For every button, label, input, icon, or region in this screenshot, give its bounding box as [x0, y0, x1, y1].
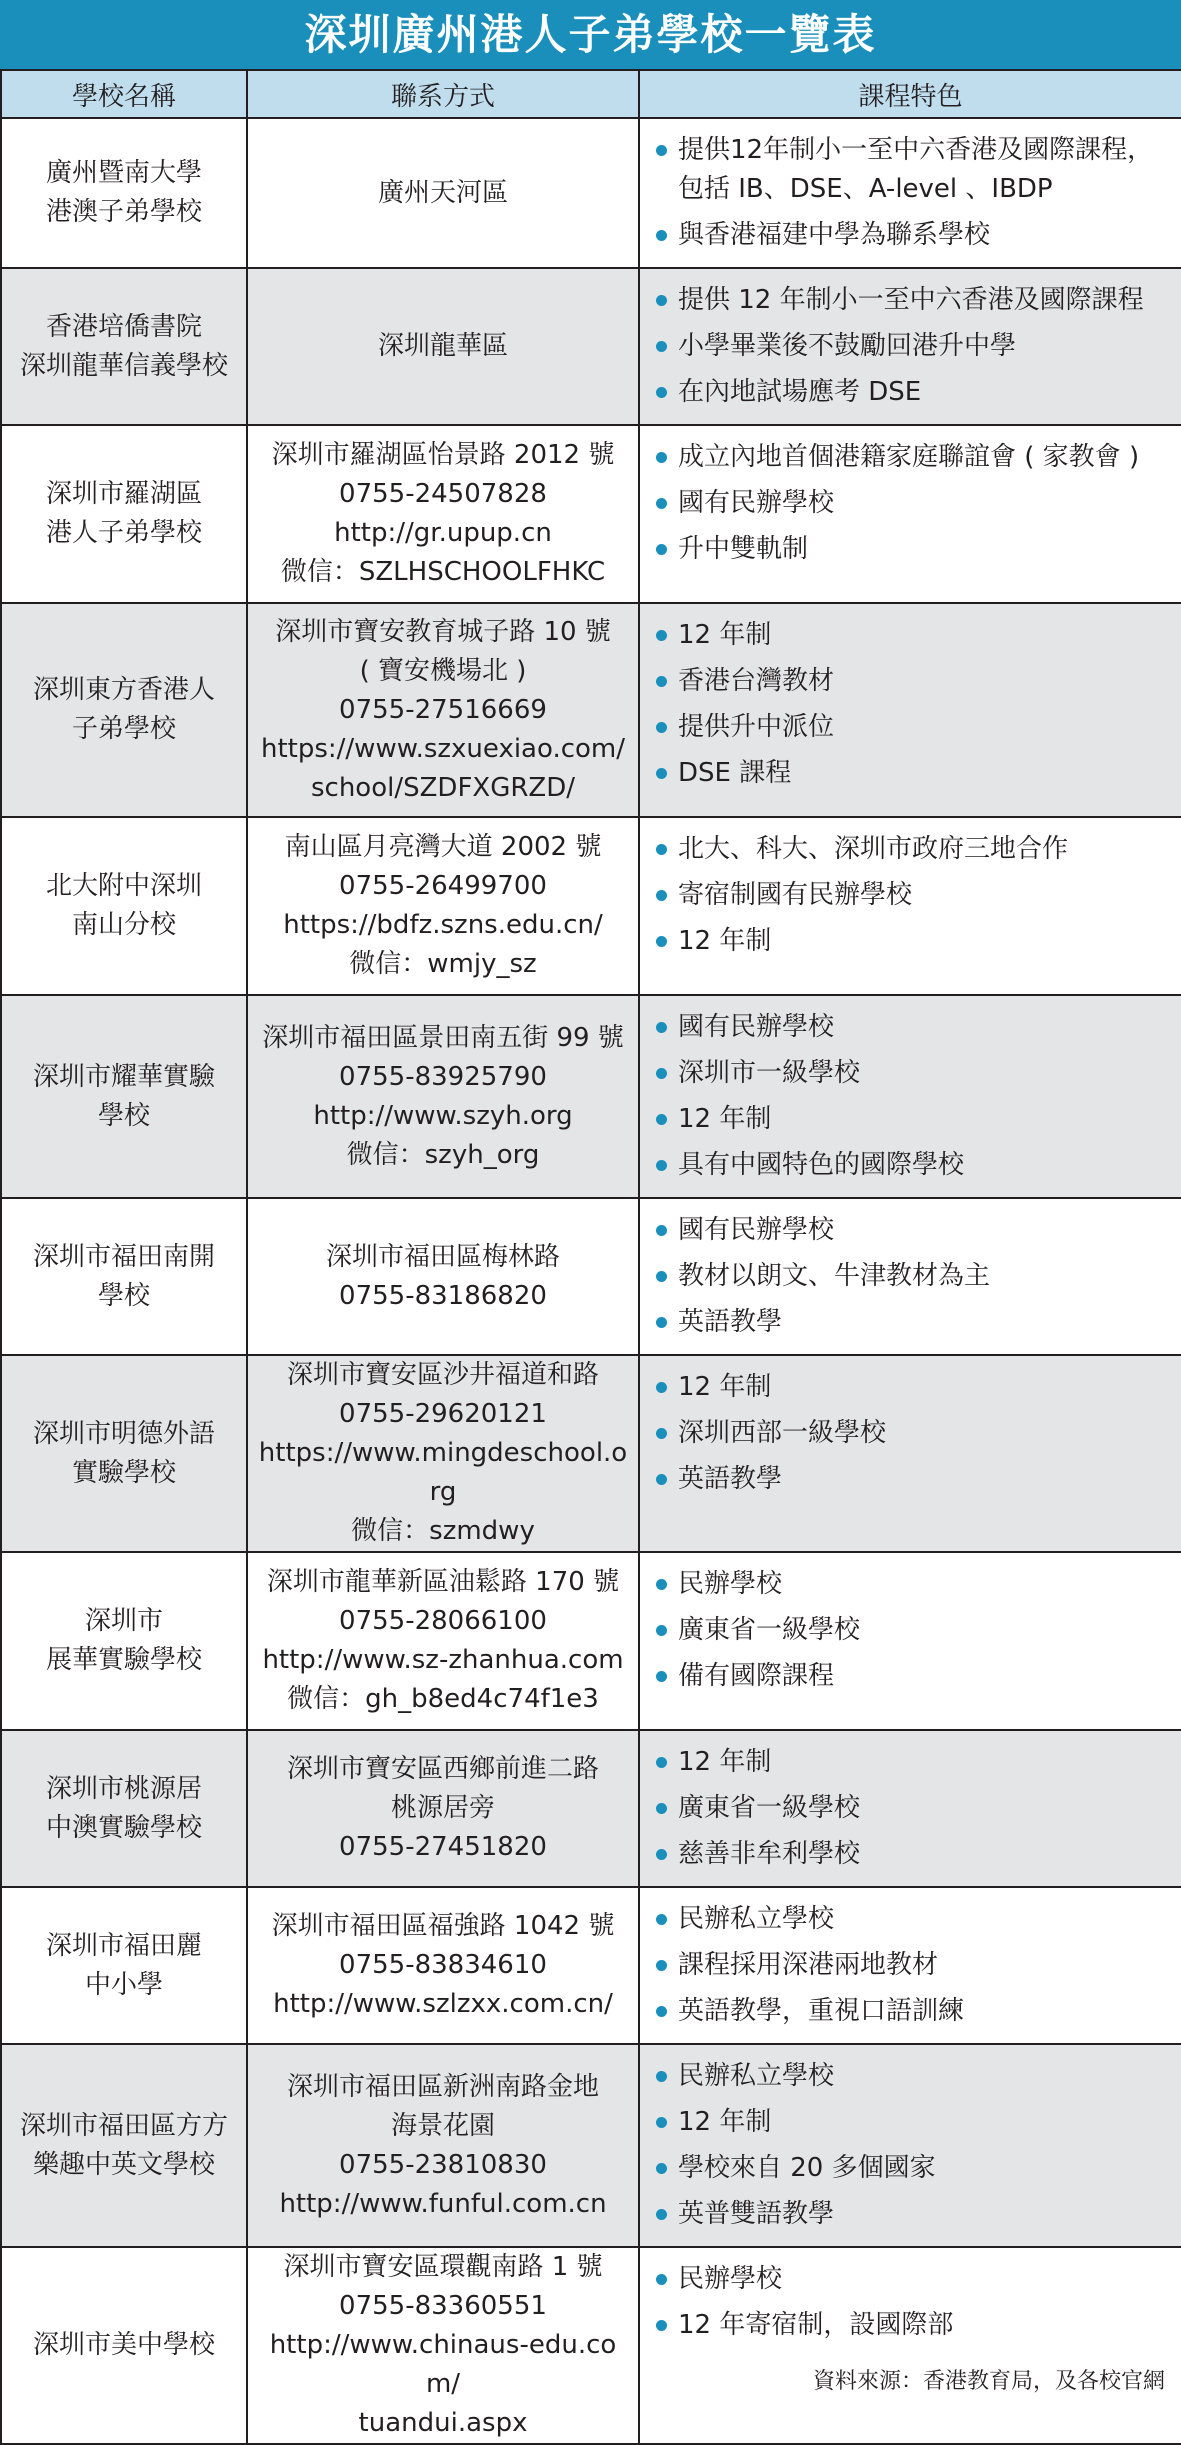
school-name-cell	[1, 2044, 247, 2247]
feature-item: 英語教學	[656, 1303, 1171, 1342]
contact-cell	[247, 603, 639, 817]
school-name-cell	[1, 1552, 247, 1730]
feature-list	[656, 1900, 1171, 2031]
table-row	[1, 1552, 1181, 1730]
feature-item: 國有民辦學校	[656, 1211, 1171, 1250]
features-cell	[639, 425, 1181, 603]
contact-line: 深圳市福田區景田南五街 99 號	[262, 1022, 624, 1053]
contact-line: 深圳市福田區福強路 1042 號	[271, 1911, 615, 1941]
features-cell	[639, 118, 1181, 268]
feature-item: 民辦私立學校	[656, 2057, 1171, 2096]
contact-line: 0755-83834610	[339, 1950, 547, 1980]
school-name-cell	[1, 425, 247, 603]
school-name-cell	[1, 995, 247, 1198]
feature-item: 提供12年制小一至中六香港及國際課程，包括 IB、DSE、A-level 、IBDP	[656, 131, 1171, 209]
feature-list	[656, 131, 1171, 255]
school-name-cell	[1, 603, 247, 817]
contact-line: 微信：szyh_org	[346, 1139, 540, 1170]
feature-item: 國有民辦學校	[656, 1008, 1171, 1047]
contact-line: 0755-24507828	[339, 479, 547, 509]
page-title: 深圳廣州港人子弟學校一覽表	[0, 0, 1181, 69]
header-school-name: 學校名稱	[1, 70, 247, 118]
contact-line: https://bdfz.szns.edu.cn/	[283, 910, 603, 940]
feature-list	[656, 616, 1171, 793]
feature-item: 12 年制	[656, 616, 1171, 655]
table-row	[1, 268, 1181, 425]
feature-item: 12 年制	[656, 1743, 1171, 1782]
feature-item: 12 年制	[656, 1368, 1171, 1407]
feature-item: 香港台灣教材	[656, 662, 1171, 701]
contact-line: 0755-83186820	[339, 1280, 547, 1311]
table-row	[1, 2247, 1181, 2444]
feature-item: DSE 課程	[656, 754, 1171, 793]
feature-list	[656, 2260, 1171, 2345]
school-name-line: 深圳東方香港人	[32, 675, 215, 705]
feature-item: 提供 12 年制小一至中六香港及國際課程	[656, 281, 1171, 320]
school-name-line: 深圳市福田麗	[45, 1930, 202, 1961]
header-contact: 聯系方式	[247, 70, 639, 118]
school-name-cell	[1, 817, 247, 995]
school-name-line: 深圳市福田南開	[32, 1241, 215, 1272]
table-row	[1, 1887, 1181, 2044]
table-row	[1, 425, 1181, 603]
contact-line: http://www.chinaus-edu.com/	[269, 2330, 617, 2399]
school-name-cell	[1, 1198, 247, 1355]
feature-item: 成立內地首個港籍家庭聯誼會 ( 家教會 )	[656, 438, 1171, 477]
contact-line: 深圳市羅湖區怡景路 2012 號	[271, 440, 615, 470]
school-name-line: 深圳市福田區方方	[19, 2110, 228, 2141]
table-row	[1, 1730, 1181, 1887]
contact-line: http://www.szyh.org	[313, 1100, 573, 1131]
contact-line: 深圳市寶安區環觀南路 1 號	[283, 2252, 603, 2282]
contact-line: https://www.mingdeschool.org	[258, 1438, 628, 1507]
feature-item: 在內地試場應考 DSE	[656, 373, 1171, 412]
features-cell	[639, 1552, 1181, 1730]
feature-item: 寄宿制國有民辦學校	[656, 876, 1171, 915]
contact-line: http://www.funful.com.cn	[279, 2188, 607, 2219]
contact-line: 南山區月亮灣大道 2002 號	[284, 832, 602, 862]
feature-item: 民辦學校	[656, 2260, 1171, 2299]
contact-line: 深圳市福田區新洲南路金地	[286, 2071, 599, 2102]
feature-item: 課程採用深港兩地教材	[656, 1946, 1171, 1985]
feature-item: 北大、科大、深圳市政府三地合作	[656, 830, 1171, 869]
school-name-line: 深圳市耀華實驗	[32, 1061, 215, 1092]
contact-line: 0755-27516669	[339, 694, 547, 725]
school-name-line: 中小學	[84, 1969, 163, 2000]
school-name-line: 學校	[97, 1280, 150, 1311]
contact-line: 0755-27451820	[339, 1832, 547, 1862]
contact-cell	[247, 1198, 639, 1355]
contact-line: 0755-28066100	[339, 1606, 547, 1636]
contact-cell	[247, 817, 639, 995]
contact-line: 深圳市龍華新區油鬆路 170 號	[266, 1567, 620, 1597]
school-name-line: 香港培僑書院	[45, 311, 202, 342]
feature-list	[656, 1008, 1171, 1185]
feature-item: 升中雙軌制	[656, 530, 1171, 569]
features-cell	[639, 995, 1181, 1198]
feature-item: 慈善非牟利學校	[656, 1835, 1171, 1874]
school-name-line: 子弟學校	[71, 714, 176, 744]
features-cell	[639, 603, 1181, 817]
school-name-cell	[1, 1355, 247, 1552]
school-name-line: 深圳市桃源居	[45, 1773, 202, 1804]
contact-line: 深圳市寶安教育城子路 10 號	[275, 616, 611, 647]
school-name-cell	[1, 268, 247, 425]
features-cell	[639, 817, 1181, 995]
school-name-line: 深圳市美中學校	[32, 2330, 215, 2360]
features-cell	[639, 1730, 1181, 1887]
feature-list	[656, 1565, 1171, 1696]
contact-cell	[247, 1730, 639, 1887]
contact-line: tuandui.aspx	[358, 2408, 528, 2438]
contact-line: 微信：szmdwy	[351, 1516, 535, 1546]
contact-line: http://www.szlzxx.com.cn/	[273, 1989, 613, 2019]
features-cell	[639, 2247, 1181, 2444]
table-row	[1, 118, 1181, 268]
table-row	[1, 2044, 1181, 2247]
feature-item: 深圳市一級學校	[656, 1054, 1171, 1093]
table-row	[1, 1355, 1181, 1552]
school-name-line: 深圳市明德外語	[32, 1418, 215, 1449]
contact-cell	[247, 2044, 639, 2247]
contact-line: 海景花園	[390, 2110, 495, 2141]
feature-item: 民辦私立學校	[656, 1900, 1171, 1939]
table-header-row	[1, 70, 1181, 118]
school-name-cell	[1, 1730, 247, 1887]
contact-line: 0755-26499700	[339, 871, 547, 901]
school-table	[0, 69, 1181, 2445]
contact-cell	[247, 268, 639, 425]
feature-list	[656, 438, 1171, 569]
contact-line: 微信：wmjy_sz	[349, 949, 537, 979]
contact-line: 0755-83925790	[339, 1061, 547, 1092]
feature-item: 具有中國特色的國際學校	[656, 1146, 1171, 1185]
feature-item: 廣東省一級學校	[656, 1789, 1171, 1828]
contact-line: http://gr.upup.cn	[334, 518, 552, 548]
school-name-cell	[1, 2247, 247, 2444]
feature-item: 民辦學校	[656, 1565, 1171, 1604]
school-name-line: 樂趣中英文學校	[32, 2149, 215, 2180]
contact-line: 深圳市寶安區沙井福道和路	[286, 1360, 599, 1390]
contact-cell	[247, 1552, 639, 1730]
school-name-line: 學校	[97, 1100, 150, 1131]
source-note: 資料來源：香港教育局，及各校官網	[812, 2369, 1165, 2394]
school-name-line: 中澳實驗學校	[45, 1812, 202, 1843]
feature-list	[656, 281, 1171, 412]
contact-cell	[247, 995, 639, 1198]
contact-line: ( 寶安機場北 )	[359, 655, 527, 686]
table-row	[1, 817, 1181, 995]
contact-cell	[247, 2247, 639, 2444]
features-cell	[639, 1355, 1181, 1552]
feature-list	[656, 1368, 1171, 1499]
contact-line: 0755-23810830	[339, 2149, 547, 2180]
contact-line: 微信：gh_b8ed4c74f1e3	[287, 1684, 599, 1714]
features-cell	[639, 1887, 1181, 2044]
school-name-line: 深圳市羅湖區	[45, 479, 202, 509]
feature-list	[656, 1211, 1171, 1342]
feature-item: 英語教學，重視口語訓練	[656, 1992, 1171, 2031]
feature-item: 提供升中派位	[656, 708, 1171, 747]
features-cell	[639, 268, 1181, 425]
feature-item: 教材以朗文、牛津教材為主	[656, 1257, 1171, 1296]
feature-item: 12 年制	[656, 1100, 1171, 1139]
contact-line: 桃源居旁	[390, 1793, 495, 1823]
contact-line: https://www.szxuexiao.com/	[260, 733, 625, 764]
contact-line: 微信：SZLHSCHOOLFHKC	[280, 557, 606, 587]
feature-item: 英語教學	[656, 1460, 1171, 1499]
contact-line: 深圳市寶安區西鄉前進二路	[286, 1754, 599, 1784]
contact-line: 深圳龍華區	[377, 331, 508, 361]
school-name-line: 深圳市	[84, 1606, 163, 1636]
school-name-line: 港澳子弟學校	[45, 197, 202, 227]
feature-item: 12 年制	[656, 922, 1171, 961]
school-name-line: 展華實驗學校	[45, 1645, 202, 1675]
feature-list	[656, 1743, 1171, 1874]
contact-cell	[247, 1355, 639, 1552]
feature-item: 備有國際課程	[656, 1657, 1171, 1696]
feature-item: 國有民辦學校	[656, 484, 1171, 523]
features-cell	[639, 1198, 1181, 1355]
school-name-line: 北大附中深圳	[45, 871, 202, 901]
contact-line: school/SZDFXGRZD/	[310, 772, 576, 803]
contact-cell	[247, 425, 639, 603]
contact-line: 0755-29620121	[339, 1399, 547, 1429]
feature-item: 深圳西部一級學校	[656, 1414, 1171, 1453]
school-name-line: 港人子弟學校	[45, 518, 202, 548]
feature-item: 廣東省一級學校	[656, 1611, 1171, 1650]
feature-item: 12 年制	[656, 2103, 1171, 2142]
school-name-line: 實驗學校	[71, 1457, 176, 1488]
header-features: 課程特色	[639, 70, 1181, 118]
feature-list	[656, 830, 1171, 961]
table-row	[1, 995, 1181, 1198]
feature-item: 學校來自 20 多個國家	[656, 2149, 1171, 2188]
feature-item: 12 年寄宿制，設國際部	[656, 2306, 1171, 2345]
school-name-line: 廣州暨南大學	[45, 158, 202, 188]
contact-line: http://www.sz-zhanhua.com	[262, 1645, 624, 1675]
contact-line: 深圳市福田區梅林路	[325, 1241, 560, 1272]
feature-item: 小學畢業後不鼓勵回港升中學	[656, 327, 1171, 366]
school-name-cell	[1, 118, 247, 268]
table-row	[1, 1198, 1181, 1355]
contact-line: 0755-83360551	[339, 2291, 547, 2321]
feature-list	[656, 2057, 1171, 2234]
feature-item: 英普雙語教學	[656, 2195, 1171, 2234]
contact-line: 廣州天河區	[377, 177, 508, 208]
school-name-line: 深圳龍華信義學校	[19, 350, 228, 381]
table-row	[1, 603, 1181, 817]
contact-cell	[247, 118, 639, 268]
school-name-line: 南山分校	[71, 910, 176, 940]
feature-item: 與香港福建中學為聯系學校	[656, 216, 1171, 255]
features-cell	[639, 2044, 1181, 2247]
contact-cell	[247, 1887, 639, 2044]
school-name-cell	[1, 1887, 247, 2044]
